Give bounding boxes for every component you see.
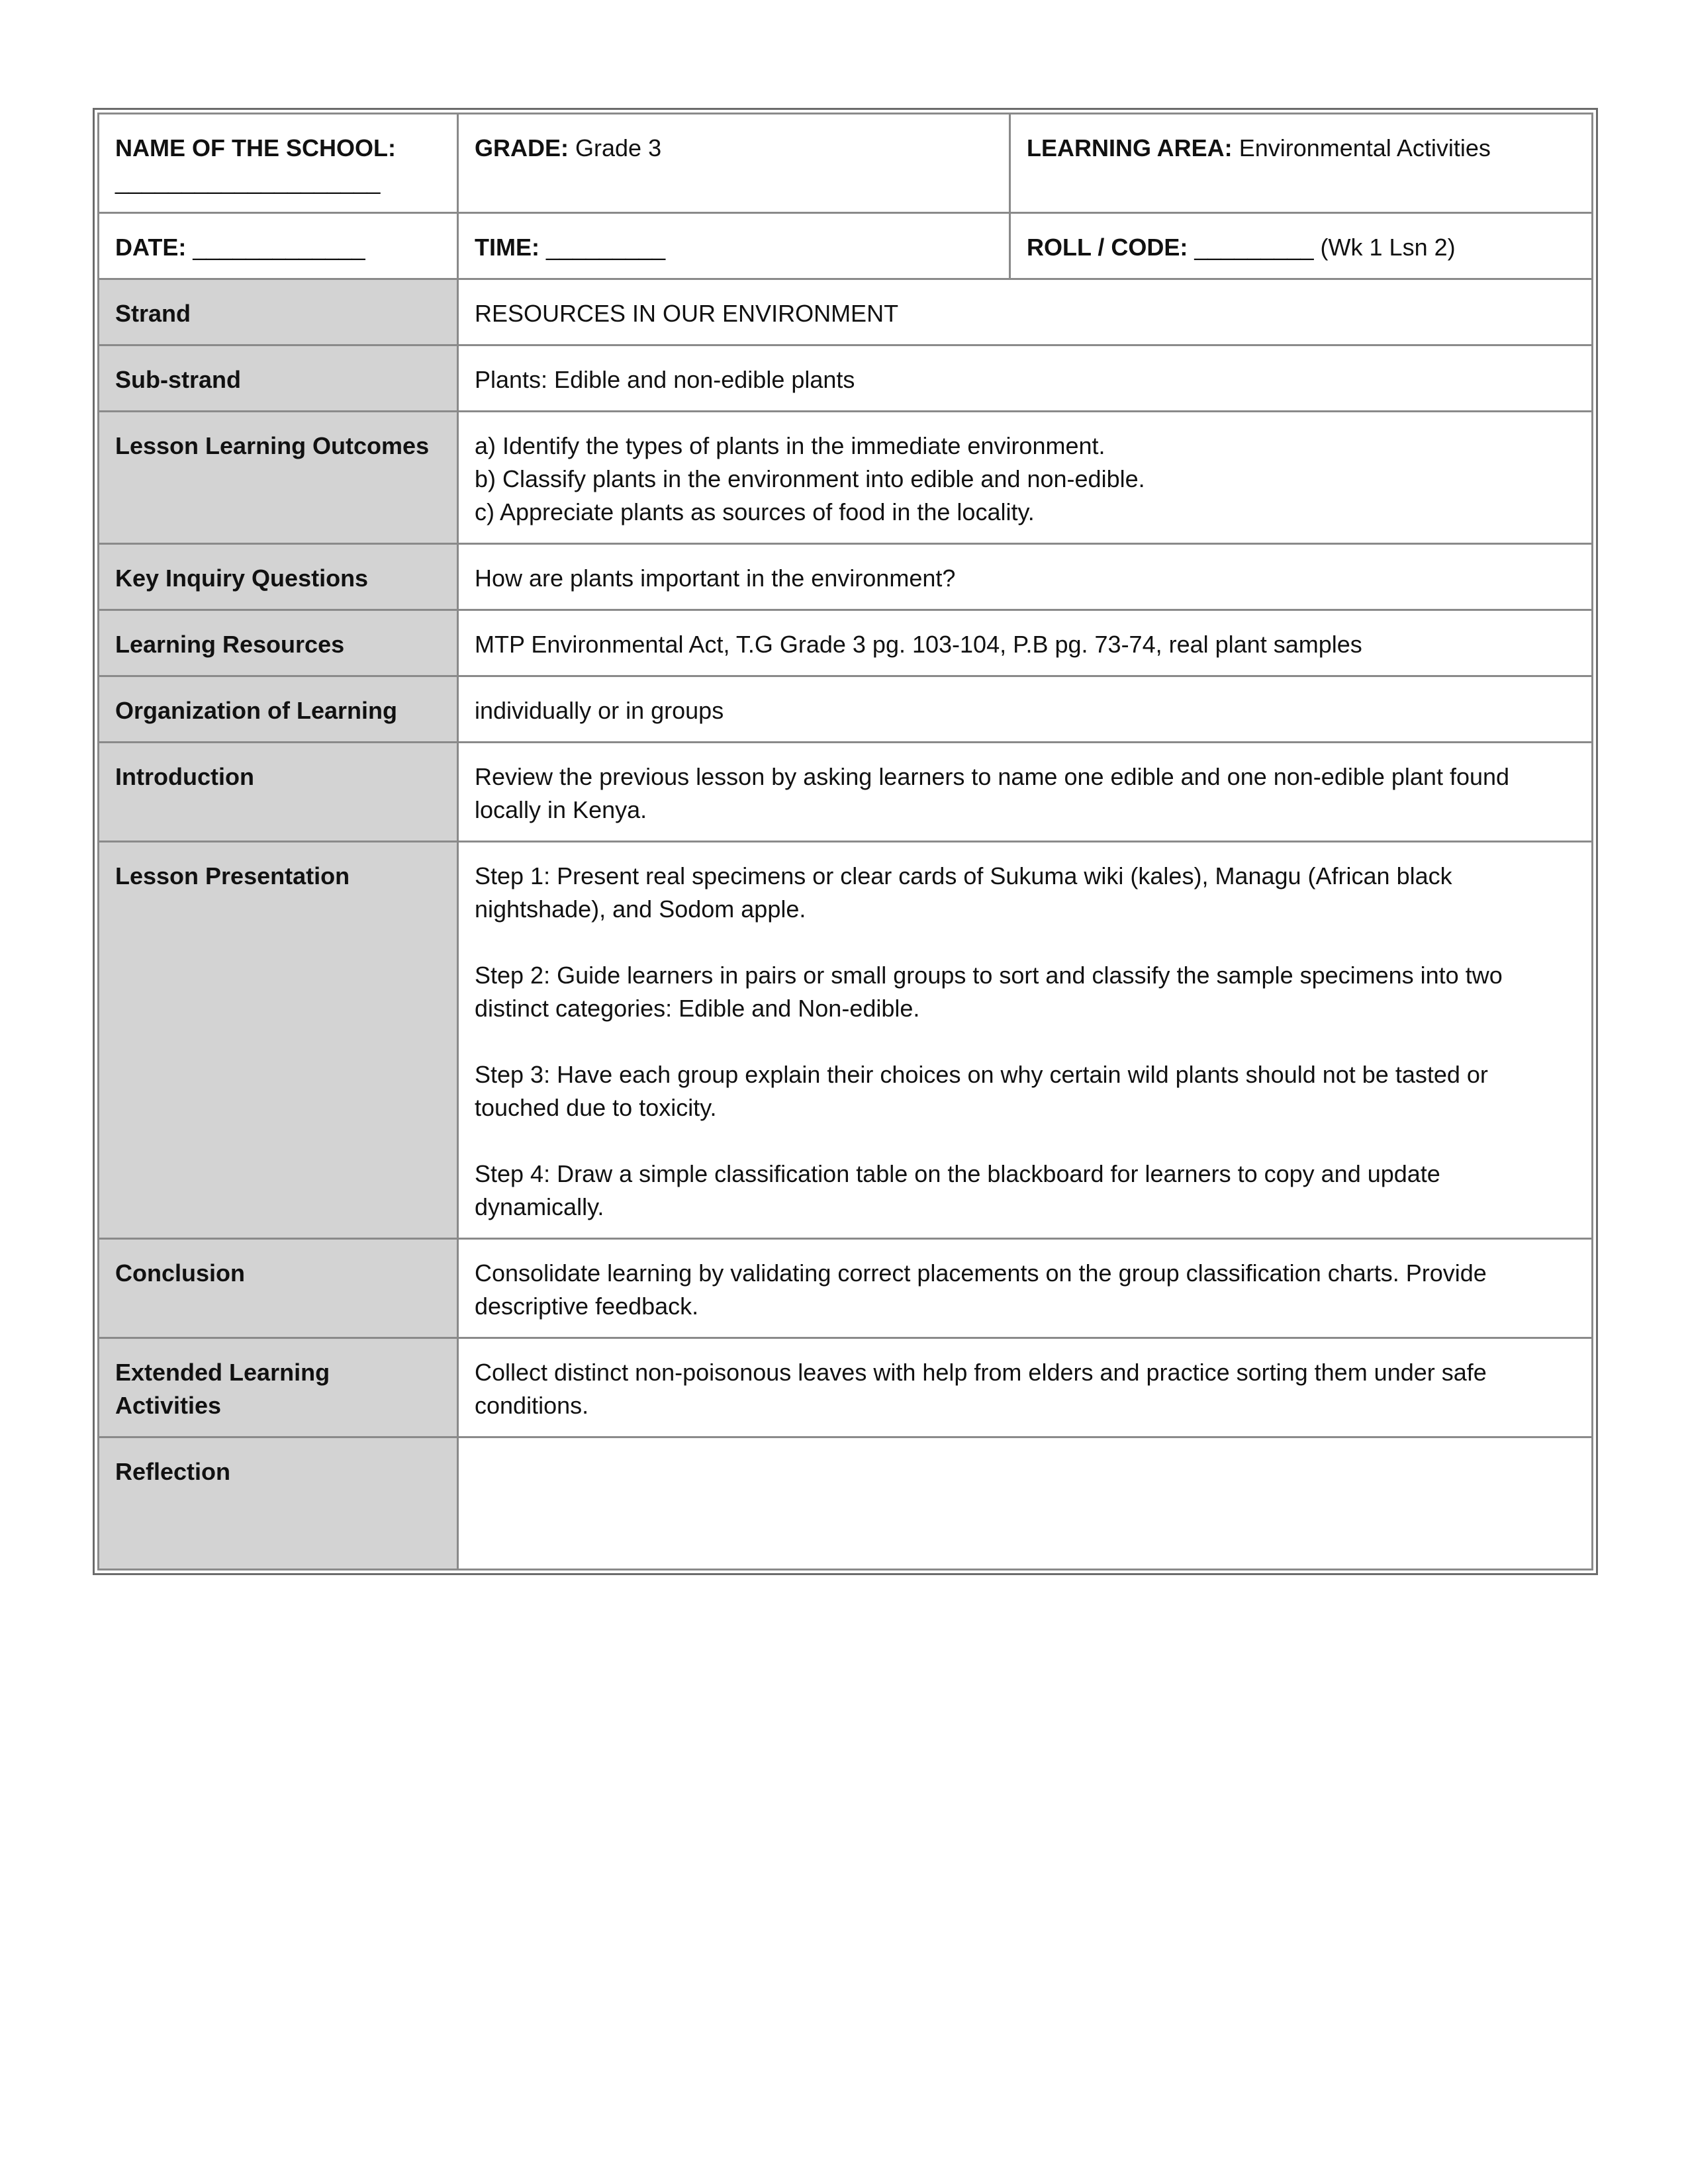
outcome-item: a) Identify the types of plants in the immediate environment. bbox=[475, 432, 1105, 459]
resources-value: MTP Environmental Act, T.G Grade 3 pg. 103-104, P.B pg. 73-74, real plant samples bbox=[458, 610, 1593, 676]
substrand-row bbox=[99, 345, 1593, 412]
organization-label: Organization of Learning bbox=[99, 676, 458, 743]
organization-value: individually or in groups bbox=[458, 676, 1593, 743]
presentation-step: Step 3: Have each group explain their choices on why certain wild plants should not be tasted or touched due to toxicity. bbox=[475, 1061, 1488, 1121]
header-row-2 bbox=[99, 213, 1593, 279]
outcome-item: c) Appreciate plants as sources of food in the locality. bbox=[475, 498, 1035, 525]
presentation-step: Step 4: Draw a simple classification table on the blackboard for learners to copy and update dynamically. bbox=[475, 1160, 1440, 1220]
presentation-row bbox=[99, 842, 1593, 1239]
strand-row bbox=[99, 279, 1593, 345]
roll-code-cell bbox=[1010, 213, 1593, 279]
school-label: NAME OF THE SCHOOL: bbox=[115, 134, 396, 161]
grade-value: Grade 3 bbox=[575, 134, 662, 161]
inquiry-row bbox=[99, 544, 1593, 610]
reflection-label: Reflection bbox=[99, 1437, 458, 1570]
outcomes-row bbox=[99, 412, 1593, 544]
outcomes-value bbox=[458, 412, 1593, 544]
roll-code-label: ROLL / CODE: bbox=[1027, 234, 1188, 261]
outcome-item: b) Classify plants in the environment into edible and non-edible. bbox=[475, 465, 1145, 492]
grade-label: GRADE: bbox=[475, 134, 569, 161]
presentation-step: Step 1: Present real specimens or clear cards of Sukuma wiki (kales), Managu (African black nightshade), and Sodom apple. bbox=[475, 862, 1452, 923]
resources-label: Learning Resources bbox=[99, 610, 458, 676]
date-cell bbox=[99, 213, 458, 279]
conclusion-row bbox=[99, 1239, 1593, 1338]
presentation-step: Step 2: Guide learners in pairs or small groups to sort and classify the sample specimens into two distinct categories: Edible and Non-edible. bbox=[475, 962, 1503, 1022]
presentation-value bbox=[458, 842, 1593, 1239]
introduction-row bbox=[99, 743, 1593, 842]
extended-label: Extended Learning Activities bbox=[99, 1338, 458, 1437]
time-cell bbox=[458, 213, 1010, 279]
presentation-label: Lesson Presentation bbox=[99, 842, 458, 1239]
school-cell bbox=[99, 114, 458, 213]
date-label: DATE: bbox=[115, 234, 187, 261]
school-name-field: ____________________ bbox=[115, 167, 381, 195]
learning-area-value: Environmental Activities bbox=[1239, 134, 1491, 161]
inquiry-value: How are plants important in the environment? bbox=[458, 544, 1593, 610]
time-field: _________ bbox=[546, 234, 666, 261]
header-row-1 bbox=[99, 114, 1593, 213]
strand-label: Strand bbox=[99, 279, 458, 345]
introduction-value: Review the previous lesson by asking learners to name one edible and one non-edible plant found locally in Kenya. bbox=[458, 743, 1593, 842]
time-label: TIME: bbox=[475, 234, 539, 261]
reflection-field[interactable] bbox=[458, 1437, 1593, 1570]
extended-row bbox=[99, 1338, 1593, 1437]
inquiry-label: Key Inquiry Questions bbox=[99, 544, 458, 610]
learning-area-label: LEARNING AREA: bbox=[1027, 134, 1233, 161]
reflection-row bbox=[99, 1437, 1593, 1570]
resources-row bbox=[99, 610, 1593, 676]
organization-row bbox=[99, 676, 1593, 743]
outcomes-label: Lesson Learning Outcomes bbox=[99, 412, 458, 544]
substrand-label: Sub-strand bbox=[99, 345, 458, 412]
roll-code-value: _________ (Wk 1 Lsn 2) bbox=[1194, 234, 1456, 261]
conclusion-label: Conclusion bbox=[99, 1239, 458, 1338]
learning-area-cell bbox=[1010, 114, 1593, 213]
date-field: _____________ bbox=[193, 234, 365, 261]
grade-cell bbox=[458, 114, 1010, 213]
introduction-label: Introduction bbox=[99, 743, 458, 842]
conclusion-value: Consolidate learning by validating correct placements on the group classification charts. Provide descriptive feedback. bbox=[458, 1239, 1593, 1338]
lesson-plan-table bbox=[97, 113, 1593, 1570]
extended-value: Collect distinct non-poisonous leaves with help from elders and practice sorting them under safe conditions. bbox=[458, 1338, 1593, 1437]
strand-value: RESOURCES IN OUR ENVIRONMENT bbox=[458, 279, 1593, 345]
substrand-value: Plants: Edible and non-edible plants bbox=[458, 345, 1593, 412]
